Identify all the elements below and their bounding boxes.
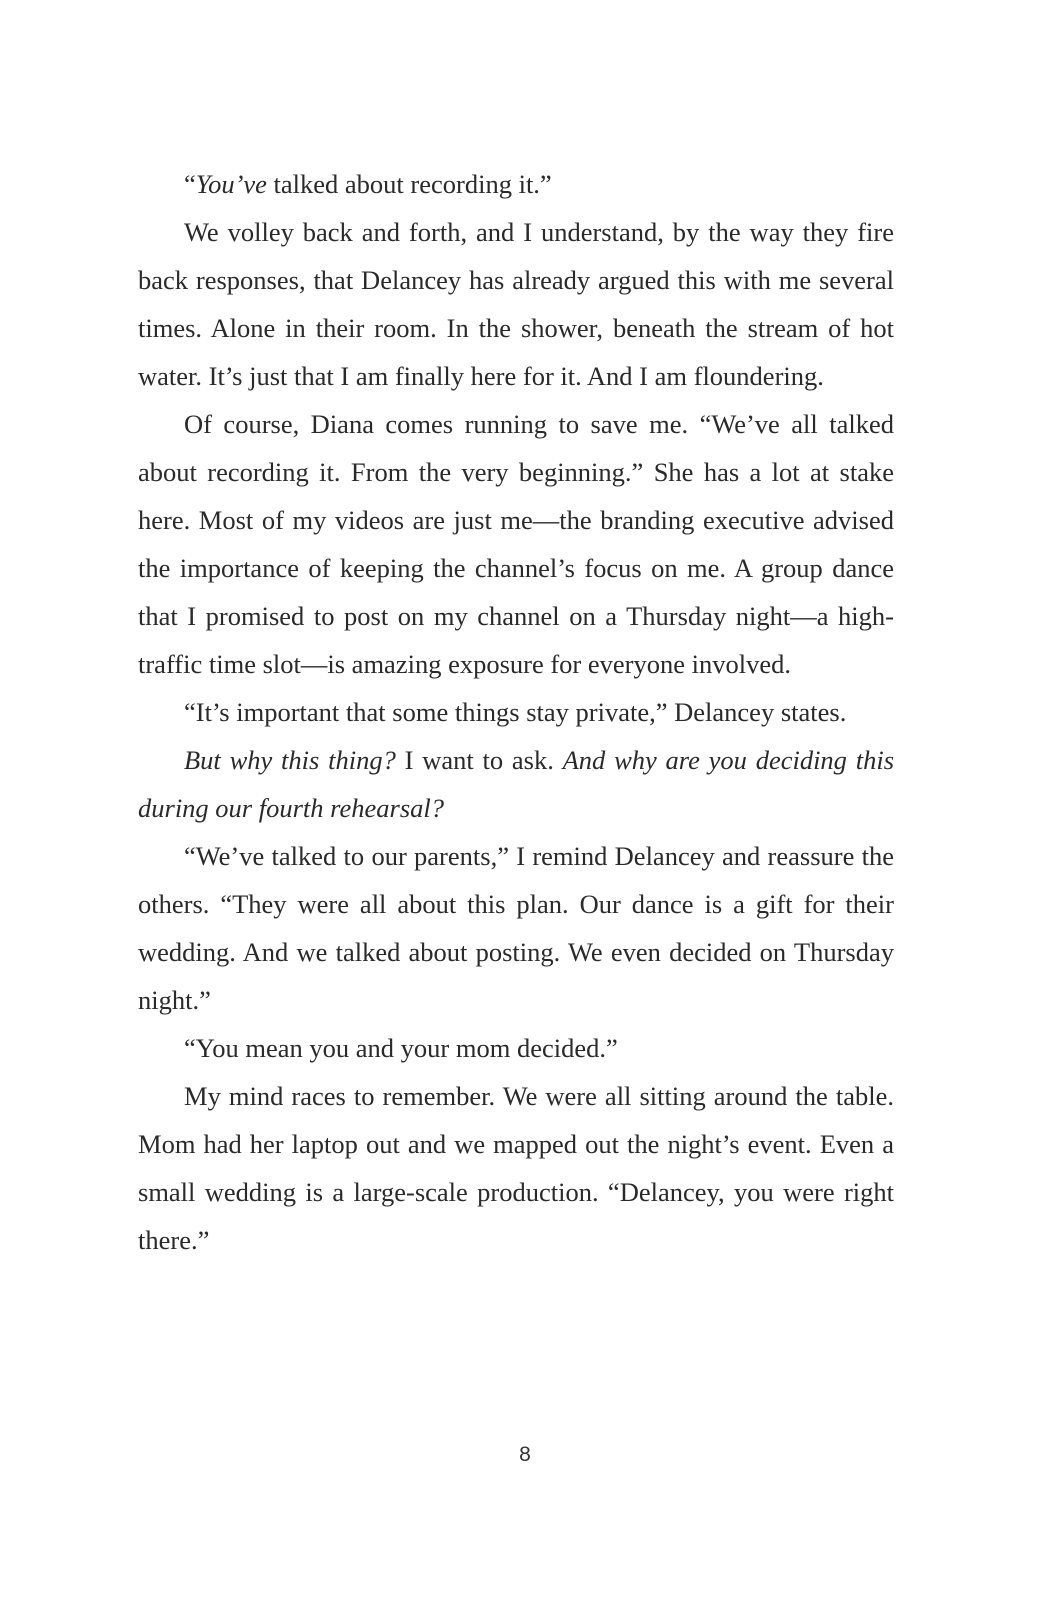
- page-number: 8: [519, 1443, 531, 1466]
- paragraph-5: [138, 736, 894, 832]
- text-run: talked about recording it.”: [266, 169, 552, 199]
- paragraph-8: [138, 1072, 894, 1264]
- text-run: “We’ve talked to our parents,” I remind Delancey and reassure the others. “They were all about this plan. Our dance is a gift for their wedding. And we talked about posting. We even decided on Thursday night.”: [138, 841, 894, 1015]
- paragraph-1: [138, 160, 894, 208]
- text-run: My mind races to remember. We were all sitting around the table. Mom had her laptop out and we mapped out the night’s event. Even a small wedding is a large-scale production. “Delancey, you were right there.”: [138, 1081, 894, 1255]
- text-run: “It’s important that some things stay private,” Delancey states.: [184, 697, 847, 727]
- paragraph-2: [138, 208, 894, 400]
- text-run: You’ve: [195, 169, 267, 199]
- paragraph-4: [138, 688, 894, 736]
- text-run: I want to ask.: [395, 745, 563, 775]
- text-run: “You mean you and your mom decided.”: [184, 1033, 618, 1063]
- paragraph-6: [138, 832, 894, 1024]
- text-run: And why are you deciding this during our fourth rehearsal?: [138, 745, 895, 823]
- paragraph-7: [138, 1024, 894, 1072]
- paragraph-3: [138, 400, 894, 688]
- text-run: We volley back and forth, and I understand, by the way they fire back responses, that Delancey has already argued this with me several times. Alone in their room. In the shower, beneath the stream of hot water. It’s just that I am finally here for it. And I am floundering.: [138, 217, 894, 391]
- text-run: “: [184, 169, 196, 199]
- page-body: [138, 160, 894, 1264]
- text-run: But why this thing?: [184, 745, 396, 775]
- text-run: Of course, Diana comes running to save me. “We’ve all talked about recording it. From the very beginning.” She has a lot at stake here. Most of my videos are just me—the branding executive advised the importance of keeping the channel’s focus on me. A group dance that I promised to post on my channel on a Thursday night—a high-traffic time slot—is amazing exposure for everyone involved.: [138, 409, 894, 679]
